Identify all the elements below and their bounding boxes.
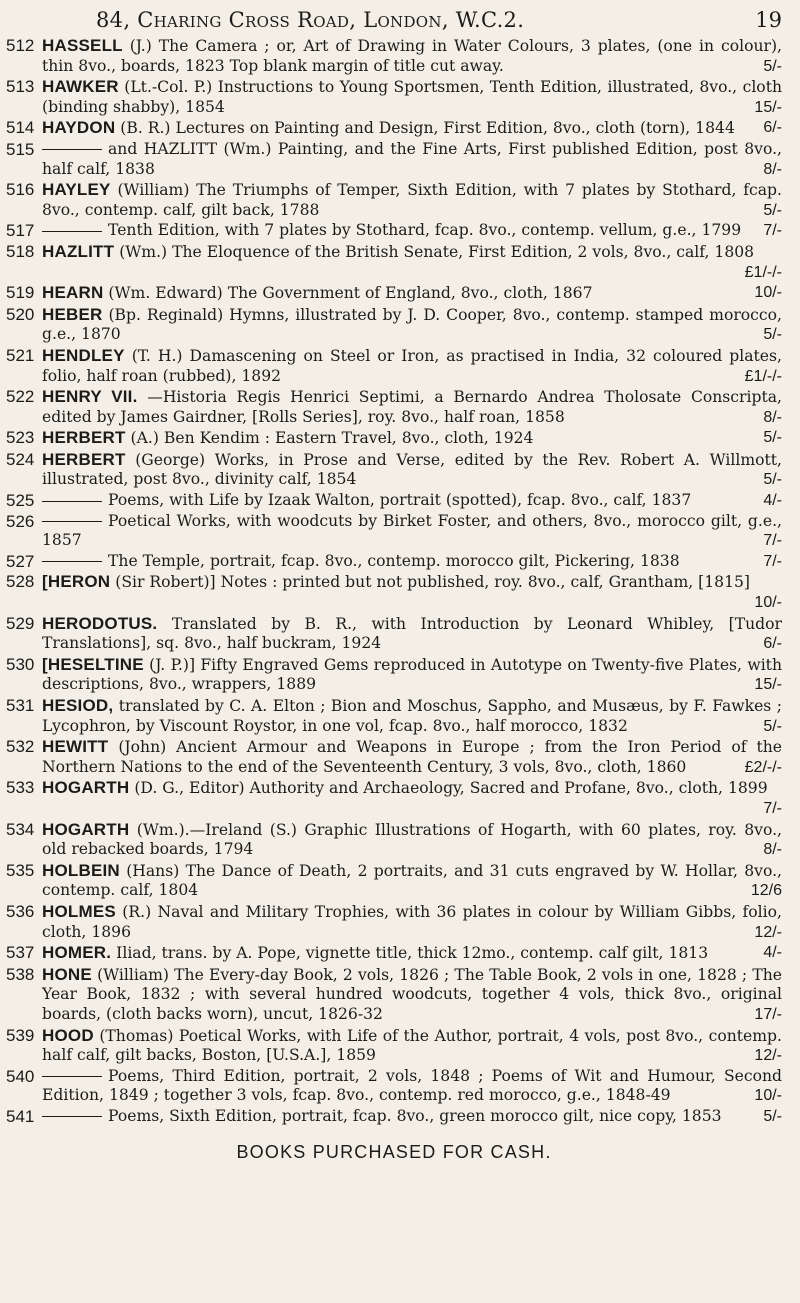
catalogue-entry [6, 221, 782, 241]
entry-price: £2/-/- [744, 758, 782, 776]
entry-body [42, 180, 782, 220]
entry-price: 4/- [763, 492, 782, 510]
entry-description: (Wm.) The Eloquence of the British Senate, First Edition, 2 vols, 8vo., calf, 1808 [119, 242, 755, 261]
entry-price: 4/- [763, 944, 782, 962]
entry-body [42, 77, 782, 117]
page-footer: BOOKS PURCHASED FOR CASH. [236, 1142, 552, 1163]
ditto-rule [42, 561, 102, 562]
entry-author: HAYDON [42, 118, 116, 138]
entry-price: 6/- [763, 635, 782, 653]
ditto-rule [42, 1116, 102, 1117]
entry-number: 521 [6, 345, 35, 365]
entry-price: 7/- [763, 222, 782, 240]
entry-body [42, 387, 782, 427]
ditto-rule [42, 231, 102, 232]
entry-description: (A.) Ben Kendim : Eastern Travel, 8vo., cloth, 1924 [130, 429, 534, 448]
entry-price: 12/6 [750, 882, 782, 900]
entry-description: Tenth Edition, with 7 plates by Stothard, fcap. 8vo., contemp. vellum, g.e., 1799 [108, 221, 742, 240]
entry-list [6, 36, 782, 1126]
entry-number: 517 [6, 221, 35, 241]
entry-author: HEARN [42, 283, 104, 303]
entry-author: HENDLEY [42, 345, 125, 365]
catalogue-entry [6, 512, 782, 551]
entry-description: (Lt.-Col. P.) Instructions to Young Sportsmen, Tenth Edition, illustrated, 8vo., cloth (binding shabby), 1854 [42, 78, 782, 116]
entry-author: HESIOD, [42, 696, 114, 715]
entry-description: (George) Works, in Prose and Verse, edited by the Rev. Robert A. Willmott, illustrated, post 8vo., divinity calf, 1854 [42, 450, 782, 489]
catalogue-entry [6, 428, 782, 449]
entry-author: HAZLITT [42, 241, 115, 261]
entry-author: HOGARTH [42, 778, 130, 798]
catalogue-entry [6, 346, 782, 386]
entry-number: 541 [6, 1106, 35, 1126]
entry-body [42, 140, 782, 179]
entry-price: 15/- [754, 676, 782, 694]
entry-description: (T. H.) Damascening on Steel or Iron, as practised in India, 32 coloured plates, folio, half roan (rubbed), 1892 [42, 346, 782, 385]
entry-body [42, 1067, 782, 1106]
catalogue-entry [6, 1067, 782, 1106]
entry-number: 537 [6, 943, 35, 963]
entry-number: 526 [6, 511, 35, 531]
entry-description: (B. R.) Lectures on Painting and Design, First Edition, 8vo., cloth (torn), 1844 [120, 119, 735, 138]
entry-price: 5/- [763, 429, 782, 447]
entry-author: HAWKER [42, 77, 119, 97]
entry-description: Poems, Sixth Edition, portrait, fcap. 8vo., green morocco gilt, nice copy, 1853 [108, 1106, 722, 1125]
catalogue-entry [6, 614, 782, 654]
entry-price: 6/- [763, 119, 782, 137]
entry-body [42, 428, 782, 449]
entry-price: 10/- [754, 1087, 782, 1105]
ditto-rule [42, 149, 102, 150]
entry-body [42, 346, 782, 386]
entry-author: [HESELTINE [42, 654, 144, 674]
entry-description: The Temple, portrait, fcap. 8vo., contemp. morocco gilt, Pickering, 1838 [108, 551, 680, 570]
entry-description: Iliad, trans. by A. Pope, vignette title, thick 12mo., contemp. calf gilt, 1813 [116, 944, 709, 963]
entry-number: 536 [6, 901, 35, 921]
catalogue-entry [6, 305, 782, 345]
catalogue-entry [6, 1026, 782, 1066]
entry-price: 5/- [763, 57, 782, 75]
entry-number: 540 [6, 1066, 35, 1086]
entry-body [42, 902, 782, 942]
entry-body [42, 965, 782, 1025]
entry-price: 5/- [763, 471, 782, 489]
entry-price: £1/-/- [744, 263, 782, 281]
entry-price: 5/- [763, 717, 782, 735]
entry-body [42, 778, 782, 818]
entry-author: HEWITT [42, 737, 109, 757]
entry-number: 532 [6, 737, 35, 757]
catalogue-entry [6, 655, 782, 695]
entry-description: (Wm. Edward) The Government of England, 8vo., cloth, 1867 [108, 284, 593, 303]
entry-body [42, 491, 782, 511]
entry-body [42, 696, 782, 736]
entry-price: 8/- [763, 841, 782, 859]
entry-description: (Hans) The Dance of Death, 2 portraits, and 31 cuts engraved by W. Hollar, 8vo., contemp. calf, 1804 [42, 861, 782, 900]
entry-number: 533 [6, 778, 35, 798]
entry-price: 5/- [763, 1107, 782, 1125]
ditto-rule [42, 521, 102, 522]
entry-description: (Sir Robert)] Notes : printed but not published, roy. 8vo., calf, Grantham, [1815] [115, 573, 751, 592]
entry-number: 522 [6, 387, 35, 407]
entry-price: 7/- [763, 532, 782, 550]
catalogue-entry [6, 572, 782, 612]
entry-number: 538 [6, 964, 35, 984]
entry-price: £1/-/- [744, 367, 782, 385]
entry-author: HASSELL [42, 36, 123, 55]
entry-body [42, 943, 782, 964]
entry-description: (Bp. Reginald) Hymns, illustrated by J. D. Cooper, 8vo., contemp. stamped morocco, g.e., 1870 [42, 305, 782, 344]
entry-number: 515 [6, 139, 35, 159]
entry-description: Poems, with Life by Izaak Walton, portrait (spotted), fcap. 8vo., calf, 1837 [108, 491, 692, 510]
entry-number: 529 [6, 613, 35, 633]
entry-body [42, 861, 782, 901]
catalogue-entry [6, 387, 782, 427]
entry-body [42, 36, 782, 76]
catalogue-entry [6, 283, 782, 304]
entry-number: 512 [6, 36, 35, 55]
entry-body [42, 242, 782, 282]
catalogue-entry [6, 77, 782, 117]
page-title: 84, Charing Cross Road, London, W.C.2. [96, 8, 525, 32]
entry-number: 530 [6, 654, 35, 674]
entry-author: HOGARTH [42, 819, 130, 839]
entry-description: Poetical Works, with woodcuts by Birket Foster, and others, 8vo., morocco gilt, g.e., 1857 [42, 511, 782, 550]
entry-number: 514 [6, 118, 35, 138]
entry-price: 10/- [754, 284, 782, 302]
catalogue-entry [6, 180, 782, 220]
entry-price: 10/- [754, 594, 782, 612]
entry-author: HOMER. [42, 943, 112, 963]
entry-author: HENRY VII. [42, 387, 138, 407]
entry-body [42, 221, 782, 241]
entry-author: HOLBEIN [42, 860, 120, 880]
entry-body [42, 655, 782, 695]
entry-body [42, 820, 782, 860]
entry-price: 8/- [763, 408, 782, 426]
entry-number: 535 [6, 860, 35, 880]
entry-author: HERBERT [42, 449, 126, 469]
entry-number: 525 [6, 491, 35, 511]
entry-description: (Wm.).—Ireland (S.) Graphic Illustrations of Hogarth, with 60 plates, roy. 8vo., old rebacked boards, 1794 [42, 820, 782, 859]
entry-price: 5/- [763, 201, 782, 219]
ditto-rule [42, 501, 102, 502]
entry-number: 539 [6, 1025, 35, 1045]
entry-author: HEBER [42, 304, 103, 324]
catalogue-entry [6, 737, 782, 777]
entry-body [42, 572, 782, 612]
entry-author: HERODOTUS. [42, 613, 158, 633]
catalogue-entry [6, 696, 782, 736]
catalogue-entry [6, 778, 782, 818]
entry-price: 12/- [754, 1047, 782, 1065]
page-header [6, 8, 782, 32]
entry-number: 516 [6, 180, 35, 200]
catalogue-entry [6, 1107, 782, 1127]
entry-price: 12/- [754, 923, 782, 941]
catalogue-entry [6, 36, 782, 76]
entry-number: 518 [6, 241, 35, 261]
catalogue-entry [6, 965, 782, 1025]
entry-body [42, 1026, 782, 1066]
entry-body [42, 305, 782, 345]
catalogue-entry [6, 140, 782, 179]
entry-description: (Thomas) Poetical Works, with Life of the Author, portrait, 4 vols, post 8vo., contemp. half calf, gilt backs, Boston, [U.S.A.], 1859 [42, 1026, 782, 1065]
entry-number: 523 [6, 428, 35, 448]
entry-body [42, 283, 782, 304]
entry-description: (William) The Every-day Book, 2 vols, 1826 ; The Table Book, 2 vols in one, 1828 ; The Year Book, 1832 ; with several hundred woodcuts, together 4 vols, thick 8vo., original boards, (cloth backs worn), uncut, 1826-32 [42, 965, 782, 1023]
entry-description: (J.) The Camera ; or, Art of Drawing in Water Colours, 3 plates, (one in colour), thin 8vo., boards, 1823 Top blank margin of title cut away. [42, 37, 783, 75]
entry-price: 7/- [763, 799, 782, 817]
catalogue-entry [6, 902, 782, 942]
entry-body [42, 1107, 782, 1127]
catalogue-entry [6, 242, 782, 282]
entry-description: Poems, Third Edition, portrait, 2 vols, 1848 ; Poems of Wit and Humour, Second Edition, 1849 ; together 3 vols, fcap. 8vo., contemp. red morocco, g.e., 1848-49 [42, 1066, 782, 1105]
entry-body [42, 118, 782, 139]
entry-description: (J. P.)] Fifty Engraved Gems reproduced in Autotype on Twenty-five Plates, with descriptions, 8vo., wrappers, 1889 [42, 655, 782, 694]
catalogue-entry [6, 450, 782, 490]
entry-author: HAYLEY [42, 180, 111, 200]
entry-price: 17/- [754, 1005, 782, 1023]
page-number: 19 [755, 8, 782, 32]
entry-description: —Historia Regis Henrici Septimi, a Bernardo Andrea Tholosate Conscripta, edited by James Gairdner, [Rolls Series], roy. 8vo., half roan, 1858 [42, 388, 782, 426]
entry-price: 15/- [754, 98, 782, 116]
catalogue-entry [6, 118, 782, 139]
catalogue-entry [6, 943, 782, 964]
entry-author: HOOD [42, 1025, 94, 1045]
entry-number: 524 [6, 449, 35, 469]
entry-number: 531 [6, 696, 35, 715]
ditto-rule [42, 1076, 102, 1077]
catalogue-entry [6, 552, 782, 572]
entry-body [42, 552, 782, 572]
entry-author: [HERON [42, 572, 111, 592]
entry-description: and HAZLITT (Wm.) Painting, and the Fine Arts, First published Edition, post 8vo., half calf, 1838 [42, 139, 782, 178]
entry-description: (R.) Naval and Military Trophies, with 36 plates in colour by William Gibbs, folio, cloth, 1896 [42, 902, 782, 941]
entry-description: (William) The Triumphs of Temper, Sixth Edition, with 7 plates by Stothard, fcap. 8vo., contemp. calf, gilt back, 1788 [42, 181, 782, 219]
entry-number: 519 [6, 283, 35, 303]
catalogue-entry [6, 820, 782, 860]
entry-body [42, 614, 782, 654]
entry-number: 534 [6, 819, 35, 839]
entry-number: 513 [6, 77, 35, 97]
entry-description: translated by C. A. Elton ; Bion and Moschus, Sappho, and Musæus, by F. Fawkes ; Lycophron, by Viscount Roystor, in one vol, fcap. 8vo., half morocco, 1832 [42, 697, 782, 735]
catalogue-entry [6, 861, 782, 901]
entry-price: 5/- [763, 326, 782, 344]
entry-number: 527 [6, 551, 35, 571]
entry-body [42, 512, 782, 551]
entry-author: HERBERT [42, 428, 126, 448]
entry-body [42, 737, 782, 777]
entry-price: 8/- [763, 160, 782, 178]
entry-number: 528 [6, 572, 35, 592]
entry-description: (John) Ancient Armour and Weapons in Europe ; from the Iron Period of the Northern Nations to the end of the Seventeenth Century, 3 vols, 8vo., cloth, 1860 [42, 738, 782, 776]
catalogue-entry [6, 491, 782, 511]
entry-author: HOLMES [42, 901, 116, 921]
entry-description: (D. G., Editor) Authority and Archaeology, Sacred and Profane, 8vo., cloth, 1899 [134, 779, 768, 798]
entry-description: Translated by B. R., with Introduction by Leonard Whibley, [Tudor Translations], sq. 8vo., half buckram, 1924 [42, 614, 782, 653]
entry-price: 7/- [763, 552, 782, 570]
entry-number: 520 [6, 304, 35, 324]
entry-body [42, 450, 782, 490]
entry-author: HONE [42, 964, 92, 984]
